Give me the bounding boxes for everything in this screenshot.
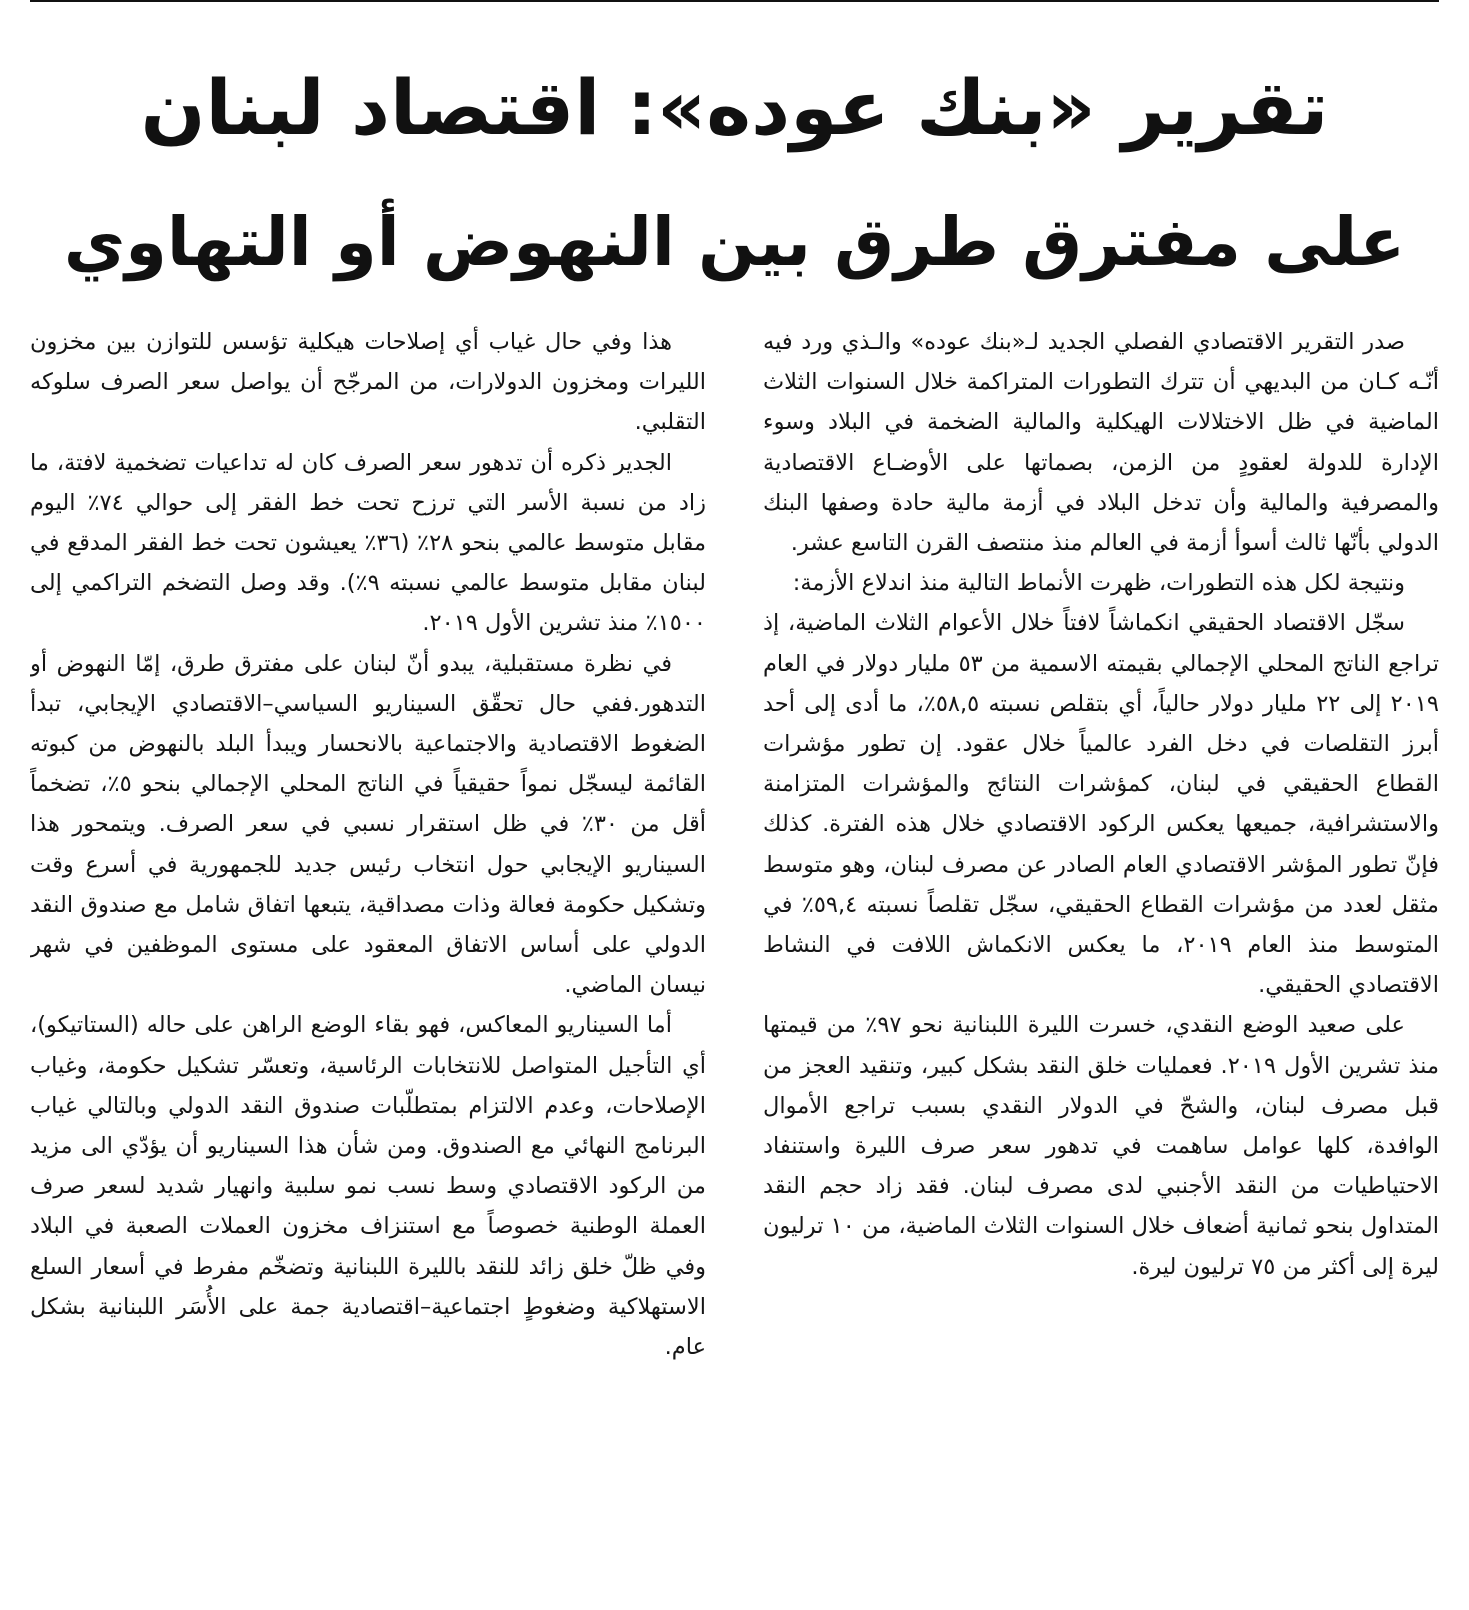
paragraph: في نظرة مستقبلية، يبدو أنّ لبنان على مفترق طرق، إمّا النهوض أو التدهور.ففي حال تحقّق السيناريو السياسي–الاقتصادي الإيجابي، تبدأ الضغوط الاقتصادية والاجتماعية بالانحسار ويبدأ البلد بالنهوض من كبوته القائمة ليسجّل نمواً حقيقياً في الناتج المحلي الإجمالي بنحو ٥٪، تضخماً أقل من ٣٠٪ في ظل استقرار نسبي في سعر الصرف. ويتمحور هذا السيناريو الإيجابي حول انتخاب رئيس جديد للجمهورية في أسرع وقت وتشكيل حكومة فعالة وذات مصداقية، يتبعها اتفاق شامل مع صندوق النقد الدولي على أساس الاتفاق المعقود على مستوى الموظفين في شهر نيسان الماضي.	[30, 650, 706, 999]
paragraph: على صعيد الوضع النقدي، خسرت الليرة اللبنانية نحو ٩٧٪ من قيمتها منذ تشرين الأول ٢٠١٩. فعمليات خلق النقد بشكل كبير، وتنقيد العجز من قبل مصرف لبنان، والشحّ في الدولار النقدي بسبب تراجع الأموال الوافدة، كلها عوامل ساهمت في تدهور سعر صرف الليرة واستنفاد الاحتياطيات من النقد الأجنبي لدى مصرف لبنان. فقد زاد حجم النقد المتداول بنحو ثمانية أضعاف خلال السنوات الثلاث الماضية، من ١٠ ترليون ليرة إلى أكثر من ٧٥ ترليون ليرة.	[763, 1012, 1439, 1280]
paragraph: سجّل الاقتصاد الحقيقي انكماشاً لافتاً خلال الأعوام الثلاث الماضية، إذ تراجع الناتج المحلي الإجمالي بقيمته الاسمية من ٥٣ مليار دولار في العام ٢٠١٩ إلى ٢٢ مليار دولار حالياً، أي بتقلص نسبته ٥٨,٥٪، ما أدى إلى أحد أبرز التقلصات في دخل الفرد عالمياً خلال عقود. إن تطور مؤشرات القطاع الحقيقي في لبنان، كمؤشرات النتائج والمؤشرات المتزامنة والاستشرافية، جميعها يعكس الركود الاقتصادي خلال هذه الفترة. كذلك فإنّ تطور المؤشر الاقتصادي العام الصادر عن مصرف لبنان، وهو متوسط مثقل لعدد من مؤشرات القطاع الحقيقي، سجّل تقلصاً نسبته ٥٩,٤٪ في المتوسط منذ العام ٢٠١٩، ما يعكس الانكماش اللافت في النشاط الاقتصادي الحقيقي.	[763, 610, 1439, 999]
article-body	[30, 322, 1439, 1602]
paragraph: ونتيجة لكل هذه التطورات، ظهرت الأنماط التالية منذ اندلاع الأزمة:	[792, 570, 1405, 597]
paragraph: أما السيناريو المعاكس، فهو بقاء الوضع الراهن على حاله (الستاتيكو)، أي التأجيل المتواصل للانتخابات الرئاسية، وتعسّر تشكيل حكومة، وغياب الإصلاحات، وعدم الالتزام بمتطلّبات صندوق النقد الدولي وبالتالي غياب البرنامج النهائي مع الصندوق. ومن شأن هذا السيناريو أن يؤدّي الى مزيد من الركود الاقتصادي وسط نسب نمو سلبية وانهيار شديد لسعر صرف العملة الوطنية خصوصاً مع استنزاف مخزون العملات الصعبة في البلاد وفي ظلّ خلق زائد للنقد بالليرة اللبنانية وتضخّم مفرط في أسعار السلع الاستهلاكية وضغوطٍ اجتماعية–اقتصادية جمة على الأُسَر اللبنانية بشكل عام.	[30, 1012, 706, 1361]
column-left	[30, 322, 706, 1602]
paragraph: الجدير ذكره أن تدهور سعر الصرف كان له تداعيات تضخمية لافتة، ما زاد من نسبة الأسر التي ترزح تحت خط الفقر إلى حوالي ٧٤٪ اليوم مقابل متوسط عالمي بنحو ٢٨٪ (٣٦٪ يعيشون تحت خط الفقر المدقع في لبنان مقابل متوسط عالمي نسبته ٩٪). وقد وصل التضخم التراكمي إلى ١٥٠٠٪ منذ تشرين الأول ٢٠١٩.	[30, 449, 706, 637]
column-right	[763, 322, 1439, 1602]
headline-line-2: على مفترق طرق بين النهوض أو التهاوي	[63, 203, 1406, 281]
headline-line-1: تقرير «بنك عوده»: اقتصاد لبنان	[140, 63, 1329, 152]
headline	[60, 40, 1409, 310]
top-rule	[30, 0, 1439, 2]
paragraph: صدر التقرير الاقتصادي الفصلي الجديد لـ«بنك عوده» والـذي ورد فيه أنّـه كـان من البديهي أن تترك التطورات المتراكمة خلال السنوات الثلاث الماضية في ظل الاختلالات الهيكلية والمالية الضخمة في البلاد وسوء الإدارة للدولة لعقودٍ من الزمن، بصماتها على الأوضـاع الاقتصادية والمصرفية والمالية وأن تدخل البلاد في أزمة مالية حادة وصفها البنك الدولي بأنّها ثالث أسوأ أزمة في العالم منذ منتصف القرن التاسع عشر.	[763, 329, 1439, 557]
paragraph: هذا وفي حال غياب أي إصلاحات هيكلية تؤسس للتوازن بين مخزون الليرات ومخزون الدولارات، من المرجّح أن يواصل سعر الصرف سلوكه التقلبي.	[30, 329, 706, 436]
